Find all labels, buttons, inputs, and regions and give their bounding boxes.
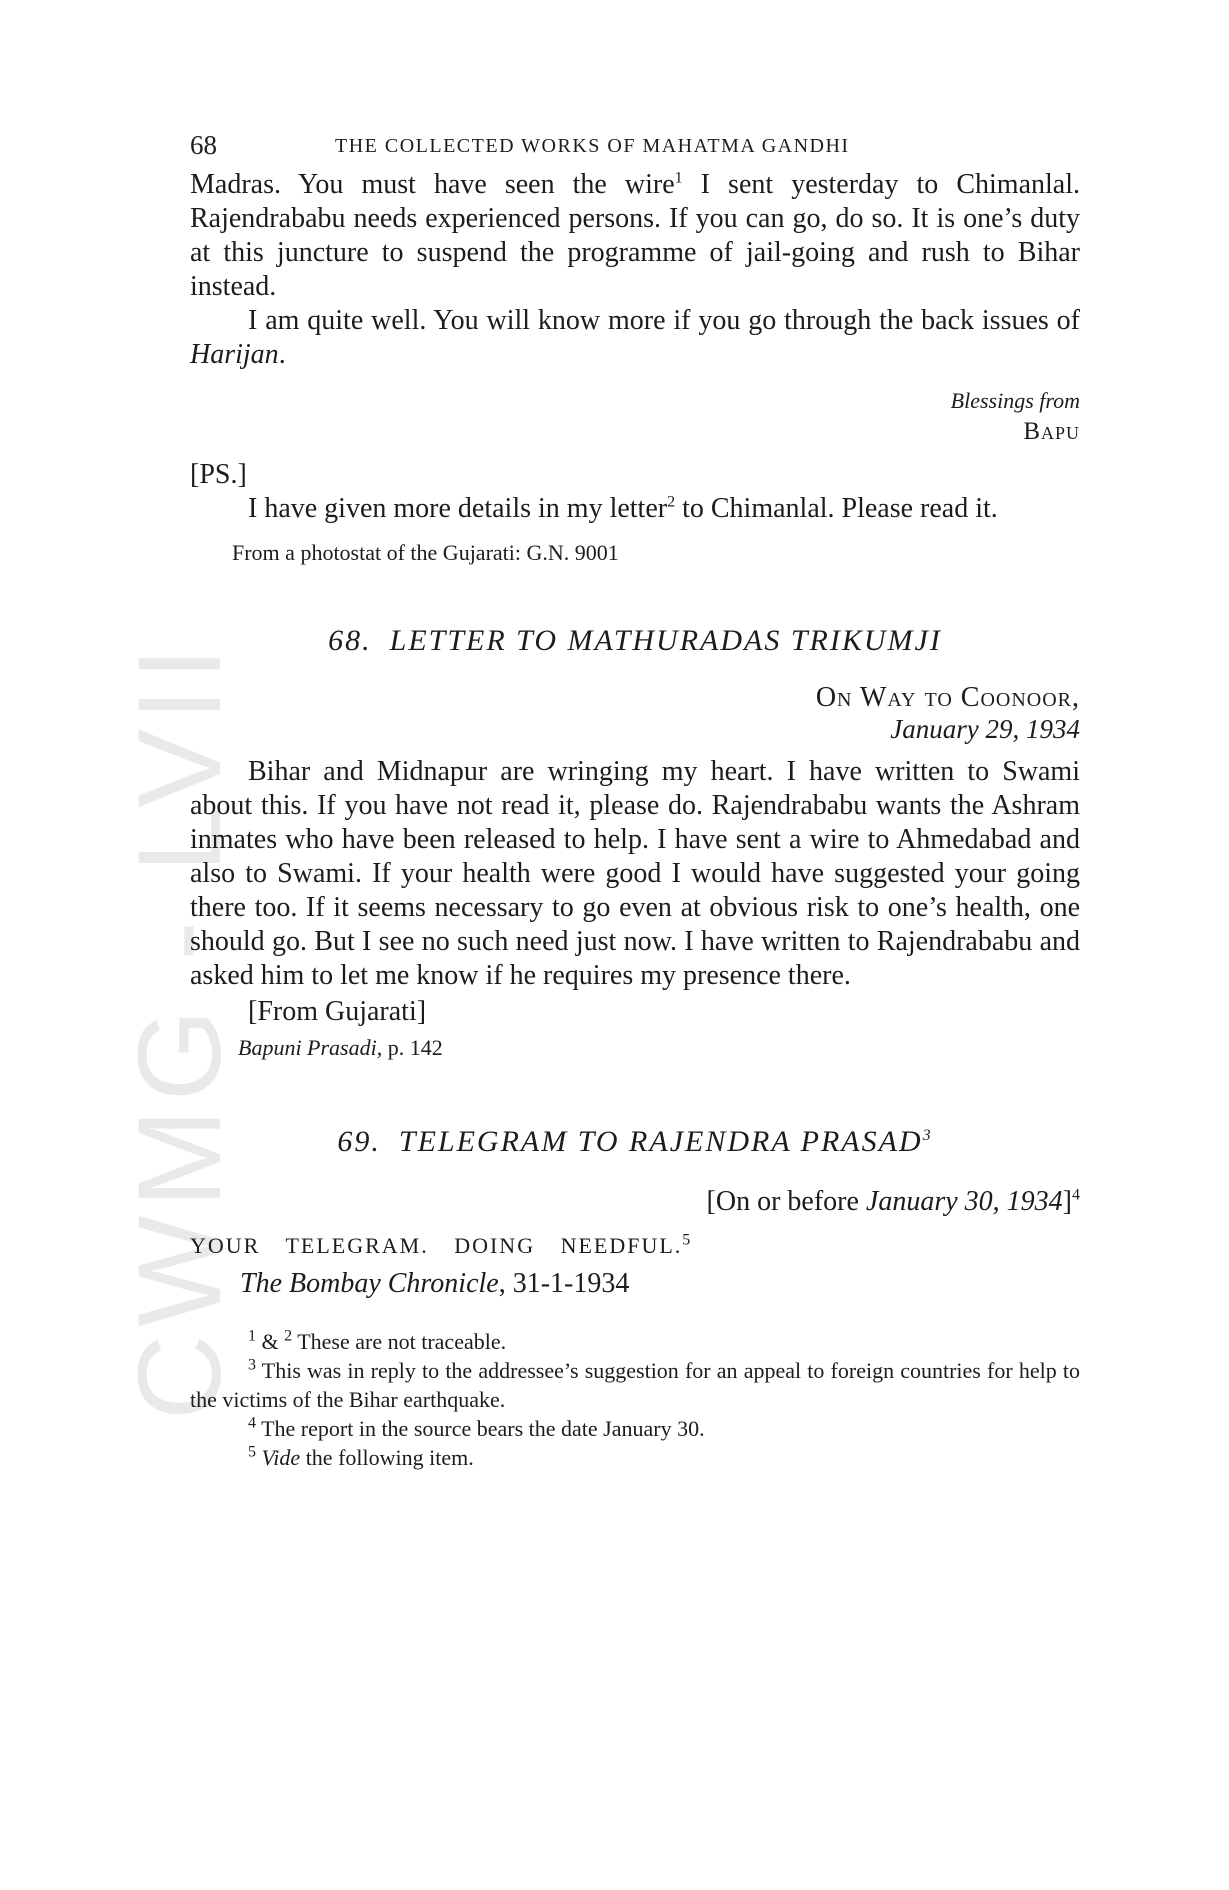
telegram-69-source: The Bombay Chronicle, 31-1-1934 — [240, 1268, 630, 1299]
letter-68-date: January 29, 1934 — [890, 714, 1080, 744]
prev-letter-source: From a photostat of the Gujarati: G.N. 9001 — [232, 540, 619, 565]
footnotes — [190, 1327, 1080, 1472]
letter-68-body: Bihar and Midnapur are wringing my heart. I have written to Swami about this. If you have not read it, please do. Rajendrababu wants the Ashram inmates who have been released to help. I have sent a wire to Ahmedabad and also to Swami. If your health were good I would have suggested your going there too. If it seems necessary to go even at obvious risk to one’s health, one should go. But I see no such need just now. I have written to Rajendrababu and asked him to let me know if he requires my presence there. — [190, 756, 1080, 991]
footnote-1-2: $^1$ & $^2$ These are not traceable. — [248, 1327, 507, 1354]
footnote-ref-3[interactable]: 3 — [922, 1127, 933, 1144]
letter-68-title: 68. LETTER TO MATHURADAS TRIKUMJI — [328, 624, 942, 657]
closing: Blessings from — [950, 388, 1080, 413]
telegram-69-date: [On or before January 30, 1934]$^4$ — [706, 1186, 1080, 1217]
page — [190, 128, 1080, 1472]
letter-68-source: Bapuni Prasadi, p. 142 — [238, 1035, 443, 1060]
watermark: CWMG - LVII — [114, 639, 246, 1420]
prev-letter-paragraph-1: Madras. You must have seen the wire$^1$ I sent yesterday to Chimanlal. Rajendrababu needs experienced persons. If you can go, do so. It is one’s duty at this juncture to suspend the programme of jail-going and rush to Bihar instead. — [190, 169, 1080, 302]
letter-68-number: 68. — [328, 624, 372, 657]
footnote-3: $^3$ This was in reply to the addressee’s suggestion for an appeal to foreign countries for help to the victims of the Bihar earthquake. — [190, 1356, 1080, 1412]
prev-letter-paragraph-2: I am quite well. You will know more if you go through the back issues of Harijan. — [190, 305, 1080, 370]
letter-68-from: [From Gujarati] — [248, 996, 427, 1027]
page-number: 68 — [190, 130, 217, 160]
ps-label: [PS.] — [190, 459, 247, 490]
footnote-ref-5[interactable]: 5 — [682, 1231, 693, 1249]
telegram-69-text: YOUR TELEGRAM. DOING NEEDFUL.$^5$ — [190, 1231, 693, 1258]
footnote-5: $^5$ Vide the following item. — [248, 1443, 474, 1470]
footnote-ref-2[interactable]: 2 — [667, 493, 676, 511]
telegram-69-title: 69. TELEGRAM TO RAJENDRA PRASAD$^3$ — [337, 1125, 933, 1158]
letter-68-place: On Way to Coonoor, — [815, 682, 1080, 713]
publication-title: Harijan — [190, 339, 279, 370]
footnote-ref-1[interactable]: 1 — [674, 169, 683, 187]
running-header — [190, 128, 1080, 168]
ps-paragraph: I have given more details in my letter$^2$ to Chimanlal. Please read it. — [248, 493, 998, 524]
footnote-4: $^4$ The report in the source bears the date January 30. — [248, 1414, 705, 1441]
running-title: THE COLLECTED WORKS OF MAHATMA GANDHI — [335, 135, 850, 157]
telegram-69-number: 69. — [337, 1125, 381, 1158]
signature: Bapu — [1023, 418, 1080, 445]
footnote-ref-4[interactable]: 4 — [1072, 1186, 1080, 1204]
